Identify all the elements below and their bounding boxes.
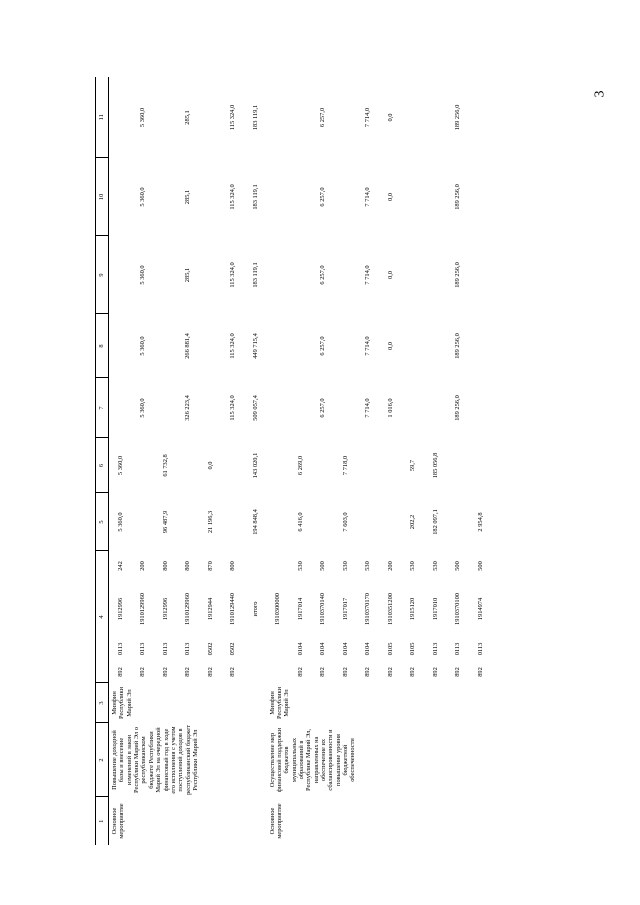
rzpr-cell bbox=[244, 637, 267, 661]
executor-cell: Минфин Республики Марий Эл bbox=[268, 686, 291, 720]
value-cell-5: 96 487,9 bbox=[161, 510, 169, 534]
rzpr-cell: 0104 bbox=[296, 642, 304, 656]
csr-cell: 1910370140 bbox=[319, 593, 327, 625]
value-cell-11: 285,1 bbox=[184, 110, 192, 125]
vr-cell: 242 bbox=[116, 561, 124, 571]
rzpr-cell: 0105 bbox=[386, 642, 394, 656]
value-cell-5: 202,2 bbox=[409, 514, 417, 530]
rzpr-cell: 0104 bbox=[364, 642, 372, 656]
value-cell-8 bbox=[334, 314, 357, 378]
value-cell-10 bbox=[402, 158, 425, 236]
value-cell-9 bbox=[289, 236, 312, 314]
rzpr-cell: 0113 bbox=[184, 642, 192, 656]
rzpr-cell: 0502 bbox=[229, 642, 237, 656]
vr-cell: 870 bbox=[206, 561, 214, 571]
value-cell-5 bbox=[132, 493, 155, 551]
value-cell-6 bbox=[222, 438, 245, 493]
grbs-cell: 892 bbox=[364, 667, 372, 677]
value-cell-10 bbox=[424, 158, 447, 236]
value-cell-9 bbox=[402, 236, 425, 314]
value-cell-7 bbox=[289, 378, 312, 438]
value-cell-8: 266 881,4 bbox=[184, 333, 192, 359]
csr-cell: 1917017 bbox=[341, 597, 349, 621]
value-cell-7 bbox=[109, 378, 132, 438]
value-cell-6 bbox=[177, 438, 200, 493]
value-cell-6 bbox=[447, 438, 470, 493]
vr-cell: 500 bbox=[319, 561, 327, 571]
rzpr-cell: 0113 bbox=[431, 642, 439, 656]
value-cell-11: 6 257,0 bbox=[319, 107, 327, 128]
rzpr-cell: 0113 bbox=[161, 642, 169, 656]
header-cell-6: 6 bbox=[96, 438, 109, 493]
value-cell-9: 7 714,0 bbox=[364, 265, 372, 285]
csr-cell: 1910370100 bbox=[454, 593, 462, 625]
value-cell-10 bbox=[334, 158, 357, 236]
header-cell-8: 8 bbox=[96, 314, 109, 378]
header-cell-3: 3 bbox=[96, 683, 109, 723]
value-cell-7 bbox=[334, 378, 357, 438]
header-row bbox=[96, 77, 109, 845]
value-cell-7 bbox=[424, 378, 447, 438]
grbs-cell bbox=[267, 661, 290, 683]
value-cell-8: 0,0 bbox=[386, 341, 394, 350]
value-cell-6 bbox=[357, 438, 380, 493]
csr-cell: 1915120 bbox=[409, 597, 417, 621]
value-cell-8 bbox=[469, 314, 492, 378]
value-cell-7: 189 256,0 bbox=[454, 395, 462, 421]
rzpr-cell: 0104 bbox=[319, 642, 327, 656]
grbs-cell: 892 bbox=[319, 667, 327, 677]
value-cell-8 bbox=[402, 314, 425, 378]
csr-cell: 1910129440 bbox=[229, 593, 237, 625]
value-cell-5 bbox=[312, 493, 335, 551]
csr-cell: 1917014 bbox=[296, 597, 304, 621]
value-cell-10: 7 714,0 bbox=[364, 187, 372, 207]
value-cell-9: 183 119,1 bbox=[251, 262, 259, 288]
vr-cell: 200 bbox=[386, 561, 394, 571]
grbs-cell bbox=[244, 661, 267, 683]
value-cell-7: 6 257,0 bbox=[319, 398, 327, 418]
value-cell-6: 61 732,8 bbox=[161, 454, 169, 477]
value-cell-5 bbox=[222, 493, 245, 551]
value-cell-7: 5 360,0 bbox=[139, 398, 147, 418]
value-cell-9: 285,1 bbox=[184, 267, 192, 283]
value-cell-11: 0,0 bbox=[386, 113, 394, 122]
header-cell-4: 4 bbox=[96, 551, 109, 683]
csr-cell: 1917010 bbox=[431, 597, 439, 621]
header-cell-7: 7 bbox=[96, 378, 109, 438]
value-cell-9: 189 256,0 bbox=[454, 262, 462, 288]
value-cell-6: 59,7 bbox=[409, 459, 417, 472]
value-cell-11: 7 714,0 bbox=[364, 107, 372, 128]
value-cell-9 bbox=[334, 236, 357, 314]
value-cell-6: 185 056,8 bbox=[431, 452, 439, 479]
csr-cell: 1912944 bbox=[206, 597, 214, 621]
value-cell-8: 115 324,0 bbox=[229, 333, 237, 359]
value-cell-6 bbox=[267, 438, 290, 493]
value-cell-11 bbox=[267, 77, 290, 158]
value-cell-11 bbox=[199, 77, 222, 158]
value-cell-11 bbox=[109, 77, 132, 158]
value-cell-10 bbox=[267, 158, 290, 236]
value-cell-8: 6 257,0 bbox=[319, 336, 327, 356]
rzpr-cell: 0113 bbox=[139, 642, 147, 656]
value-cell-6 bbox=[312, 438, 335, 493]
grbs-cell: 892 bbox=[296, 667, 304, 677]
value-cell-5 bbox=[447, 493, 470, 551]
value-cell-6 bbox=[469, 438, 492, 493]
value-cell-10 bbox=[154, 158, 177, 236]
vr-cell: 530 bbox=[364, 561, 372, 571]
event-name-cell: Осуществление мер финансовой поддержки бюджетов муниципальных образований в Республике Марий Эл, направленных на обеспечение их сбалансированности и повышение уровня бюджетной обеспеченности bbox=[268, 727, 357, 793]
grbs-cell: 892 bbox=[386, 667, 394, 677]
value-cell-7 bbox=[199, 378, 222, 438]
rzpr-cell: 0502 bbox=[206, 642, 214, 656]
rotated-table-container bbox=[95, 77, 590, 845]
rzpr-cell: 0105 bbox=[409, 642, 417, 656]
vr-cell: 530 bbox=[409, 561, 417, 571]
grbs-cell: 892 bbox=[341, 667, 349, 677]
value-cell-7 bbox=[402, 378, 425, 438]
csr-cell: 1912996 bbox=[116, 597, 124, 621]
value-cell-10: 6 257,0 bbox=[319, 187, 327, 207]
value-cell-8: 5 360,0 bbox=[139, 336, 147, 356]
vr-cell: 800 bbox=[184, 561, 192, 571]
value-cell-5 bbox=[379, 493, 402, 551]
value-cell-11 bbox=[334, 77, 357, 158]
grbs-cell: 892 bbox=[454, 667, 462, 677]
vr-cell: 530 bbox=[341, 561, 349, 571]
executor-cell: Минфин Республики Марий Эл bbox=[111, 686, 133, 720]
rzpr-cell: 0104 bbox=[341, 642, 349, 656]
value-cell-10: 285,1 bbox=[184, 189, 192, 205]
value-cell-8 bbox=[109, 314, 132, 378]
value-cell-6: 7 718,0 bbox=[341, 455, 349, 476]
value-cell-7: 509 057,4 bbox=[251, 395, 259, 421]
value-cell-7: 1 016,0 bbox=[386, 398, 394, 418]
csr-cell: 1910129960 bbox=[139, 593, 147, 625]
value-cell-11 bbox=[402, 77, 425, 158]
value-cell-9 bbox=[469, 236, 492, 314]
value-cell-5: 21 196,3 bbox=[206, 510, 214, 534]
grbs-cell: 892 bbox=[116, 667, 124, 677]
header-cell-2: 2 bbox=[96, 723, 109, 797]
value-cell-7: 7 714,0 bbox=[364, 398, 372, 418]
event-type-cell: Основное мероприятие bbox=[111, 803, 126, 839]
value-cell-10: 5 360,0 bbox=[139, 187, 147, 207]
value-cell-9: 115 324,0 bbox=[229, 262, 237, 288]
value-cell-11: 189 256,0 bbox=[454, 104, 462, 131]
event-type-cell: Основное мероприятие bbox=[268, 803, 283, 839]
value-cell-6: 5 360,0 bbox=[116, 455, 124, 476]
value-cell-11 bbox=[424, 77, 447, 158]
grbs-cell: 892 bbox=[139, 667, 147, 677]
value-cell-7 bbox=[267, 378, 290, 438]
csr-cell: 1910351200 bbox=[386, 593, 394, 625]
header-cell-9: 9 bbox=[96, 236, 109, 314]
value-cell-8: 449 715,4 bbox=[251, 333, 259, 359]
vr-cell: 800 bbox=[229, 561, 237, 571]
value-cell-6 bbox=[379, 438, 402, 493]
value-cell-6 bbox=[132, 438, 155, 493]
rzpr-cell: 0113 bbox=[116, 642, 124, 656]
header-cell-10: 10 bbox=[96, 158, 109, 236]
vr-cell: 500 bbox=[476, 561, 484, 571]
rzpr-cell: 0113 bbox=[476, 642, 484, 656]
value-cell-6: 143 020,1 bbox=[251, 452, 259, 479]
value-cell-10 bbox=[109, 158, 132, 236]
csr-cell: 1910300000 bbox=[274, 593, 282, 625]
value-cell-10: 0,0 bbox=[386, 192, 394, 201]
csr-cell: 1910370170 bbox=[364, 593, 372, 625]
vr-cell: 530 bbox=[431, 561, 439, 571]
value-cell-8: 7 714,0 bbox=[364, 336, 372, 356]
value-cell-9 bbox=[424, 236, 447, 314]
value-cell-5: 2 954,8 bbox=[476, 512, 484, 532]
table-body bbox=[109, 77, 492, 845]
value-cell-8 bbox=[267, 314, 290, 378]
grbs-cell: 892 bbox=[229, 667, 237, 677]
value-cell-5: 182 097,1 bbox=[431, 509, 439, 535]
value-cell-7: 326 223,4 bbox=[184, 395, 192, 421]
grbs-cell: 892 bbox=[184, 667, 192, 677]
event-name-cell: Повышение доходной базы и внесение изменений в закон Республики Марий Эл о республиканском бюджете Республики Марий Эл на очередной финансовый год в ходе его исполнения с учетом поступлений доходов в республиканский бюджет Республики Марий Эл bbox=[111, 725, 199, 795]
value-cell-5: 7 603,0 bbox=[341, 512, 349, 532]
grbs-cell: 892 bbox=[409, 667, 417, 677]
vr-cell bbox=[244, 551, 267, 581]
value-cell-9 bbox=[154, 236, 177, 314]
header-cell-1: 1 bbox=[96, 797, 109, 845]
grbs-cell: 892 bbox=[161, 667, 169, 677]
value-cell-5: 194 848,4 bbox=[251, 509, 259, 535]
value-cell-5: 5 360,0 bbox=[116, 512, 124, 532]
vr-cell: 800 bbox=[161, 561, 169, 571]
vr-cell: 200 bbox=[139, 561, 147, 571]
value-cell-8 bbox=[154, 314, 177, 378]
table-row bbox=[109, 77, 132, 845]
value-cell-5: 6 416,0 bbox=[296, 512, 304, 532]
grbs-cell: 892 bbox=[476, 667, 484, 677]
page-number: 3 bbox=[592, 90, 608, 98]
value-cell-8 bbox=[289, 314, 312, 378]
rzpr-cell: 0113 bbox=[454, 642, 462, 656]
value-cell-10 bbox=[469, 158, 492, 236]
csr-cell: 1912996 bbox=[161, 597, 169, 621]
grbs-cell: 892 bbox=[431, 667, 439, 677]
value-cell-9: 0,0 bbox=[386, 270, 394, 279]
table-row bbox=[267, 77, 290, 845]
header-cell-5: 5 bbox=[96, 493, 109, 551]
csr-cell: 1914974 bbox=[476, 597, 484, 621]
value-cell-7 bbox=[154, 378, 177, 438]
value-cell-11 bbox=[289, 77, 312, 158]
value-cell-9 bbox=[109, 236, 132, 314]
value-cell-10: 189 256,0 bbox=[454, 184, 462, 210]
rzpr-cell bbox=[267, 637, 290, 661]
csr-cell: 1910129960 bbox=[184, 593, 192, 625]
value-cell-8: 189 256,0 bbox=[454, 333, 462, 359]
value-cell-9: 6 257,0 bbox=[319, 265, 327, 285]
value-cell-11: 183 119,1 bbox=[251, 104, 259, 131]
value-cell-10 bbox=[199, 158, 222, 236]
value-cell-9 bbox=[199, 236, 222, 314]
vr-cell: 500 bbox=[454, 561, 462, 571]
value-cell-9: 5 360,0 bbox=[139, 265, 147, 285]
value-cell-11 bbox=[469, 77, 492, 158]
vr-cell: 530 bbox=[296, 561, 304, 571]
vr-cell bbox=[267, 551, 290, 581]
value-cell-8 bbox=[199, 314, 222, 378]
header-cell-11: 11 bbox=[96, 77, 109, 158]
value-cell-9 bbox=[267, 236, 290, 314]
value-cell-10: 183 119,1 bbox=[251, 184, 259, 210]
value-cell-10 bbox=[289, 158, 312, 236]
value-cell-8 bbox=[424, 314, 447, 378]
value-cell-6: 6 269,0 bbox=[296, 455, 304, 476]
grbs-cell: 892 bbox=[206, 667, 214, 677]
value-cell-5 bbox=[267, 493, 290, 551]
value-cell-7: 115 324,0 bbox=[229, 395, 237, 421]
budget-table bbox=[95, 77, 492, 845]
value-cell-11: 115 324,0 bbox=[229, 104, 237, 131]
value-cell-5 bbox=[177, 493, 200, 551]
csr-cell: итого bbox=[251, 601, 259, 617]
value-cell-10: 115 324,0 bbox=[229, 184, 237, 210]
value-cell-6: 0,0 bbox=[206, 461, 214, 470]
value-cell-11: 5 360,0 bbox=[139, 107, 147, 128]
value-cell-11 bbox=[154, 77, 177, 158]
value-cell-5 bbox=[357, 493, 380, 551]
value-cell-7 bbox=[469, 378, 492, 438]
